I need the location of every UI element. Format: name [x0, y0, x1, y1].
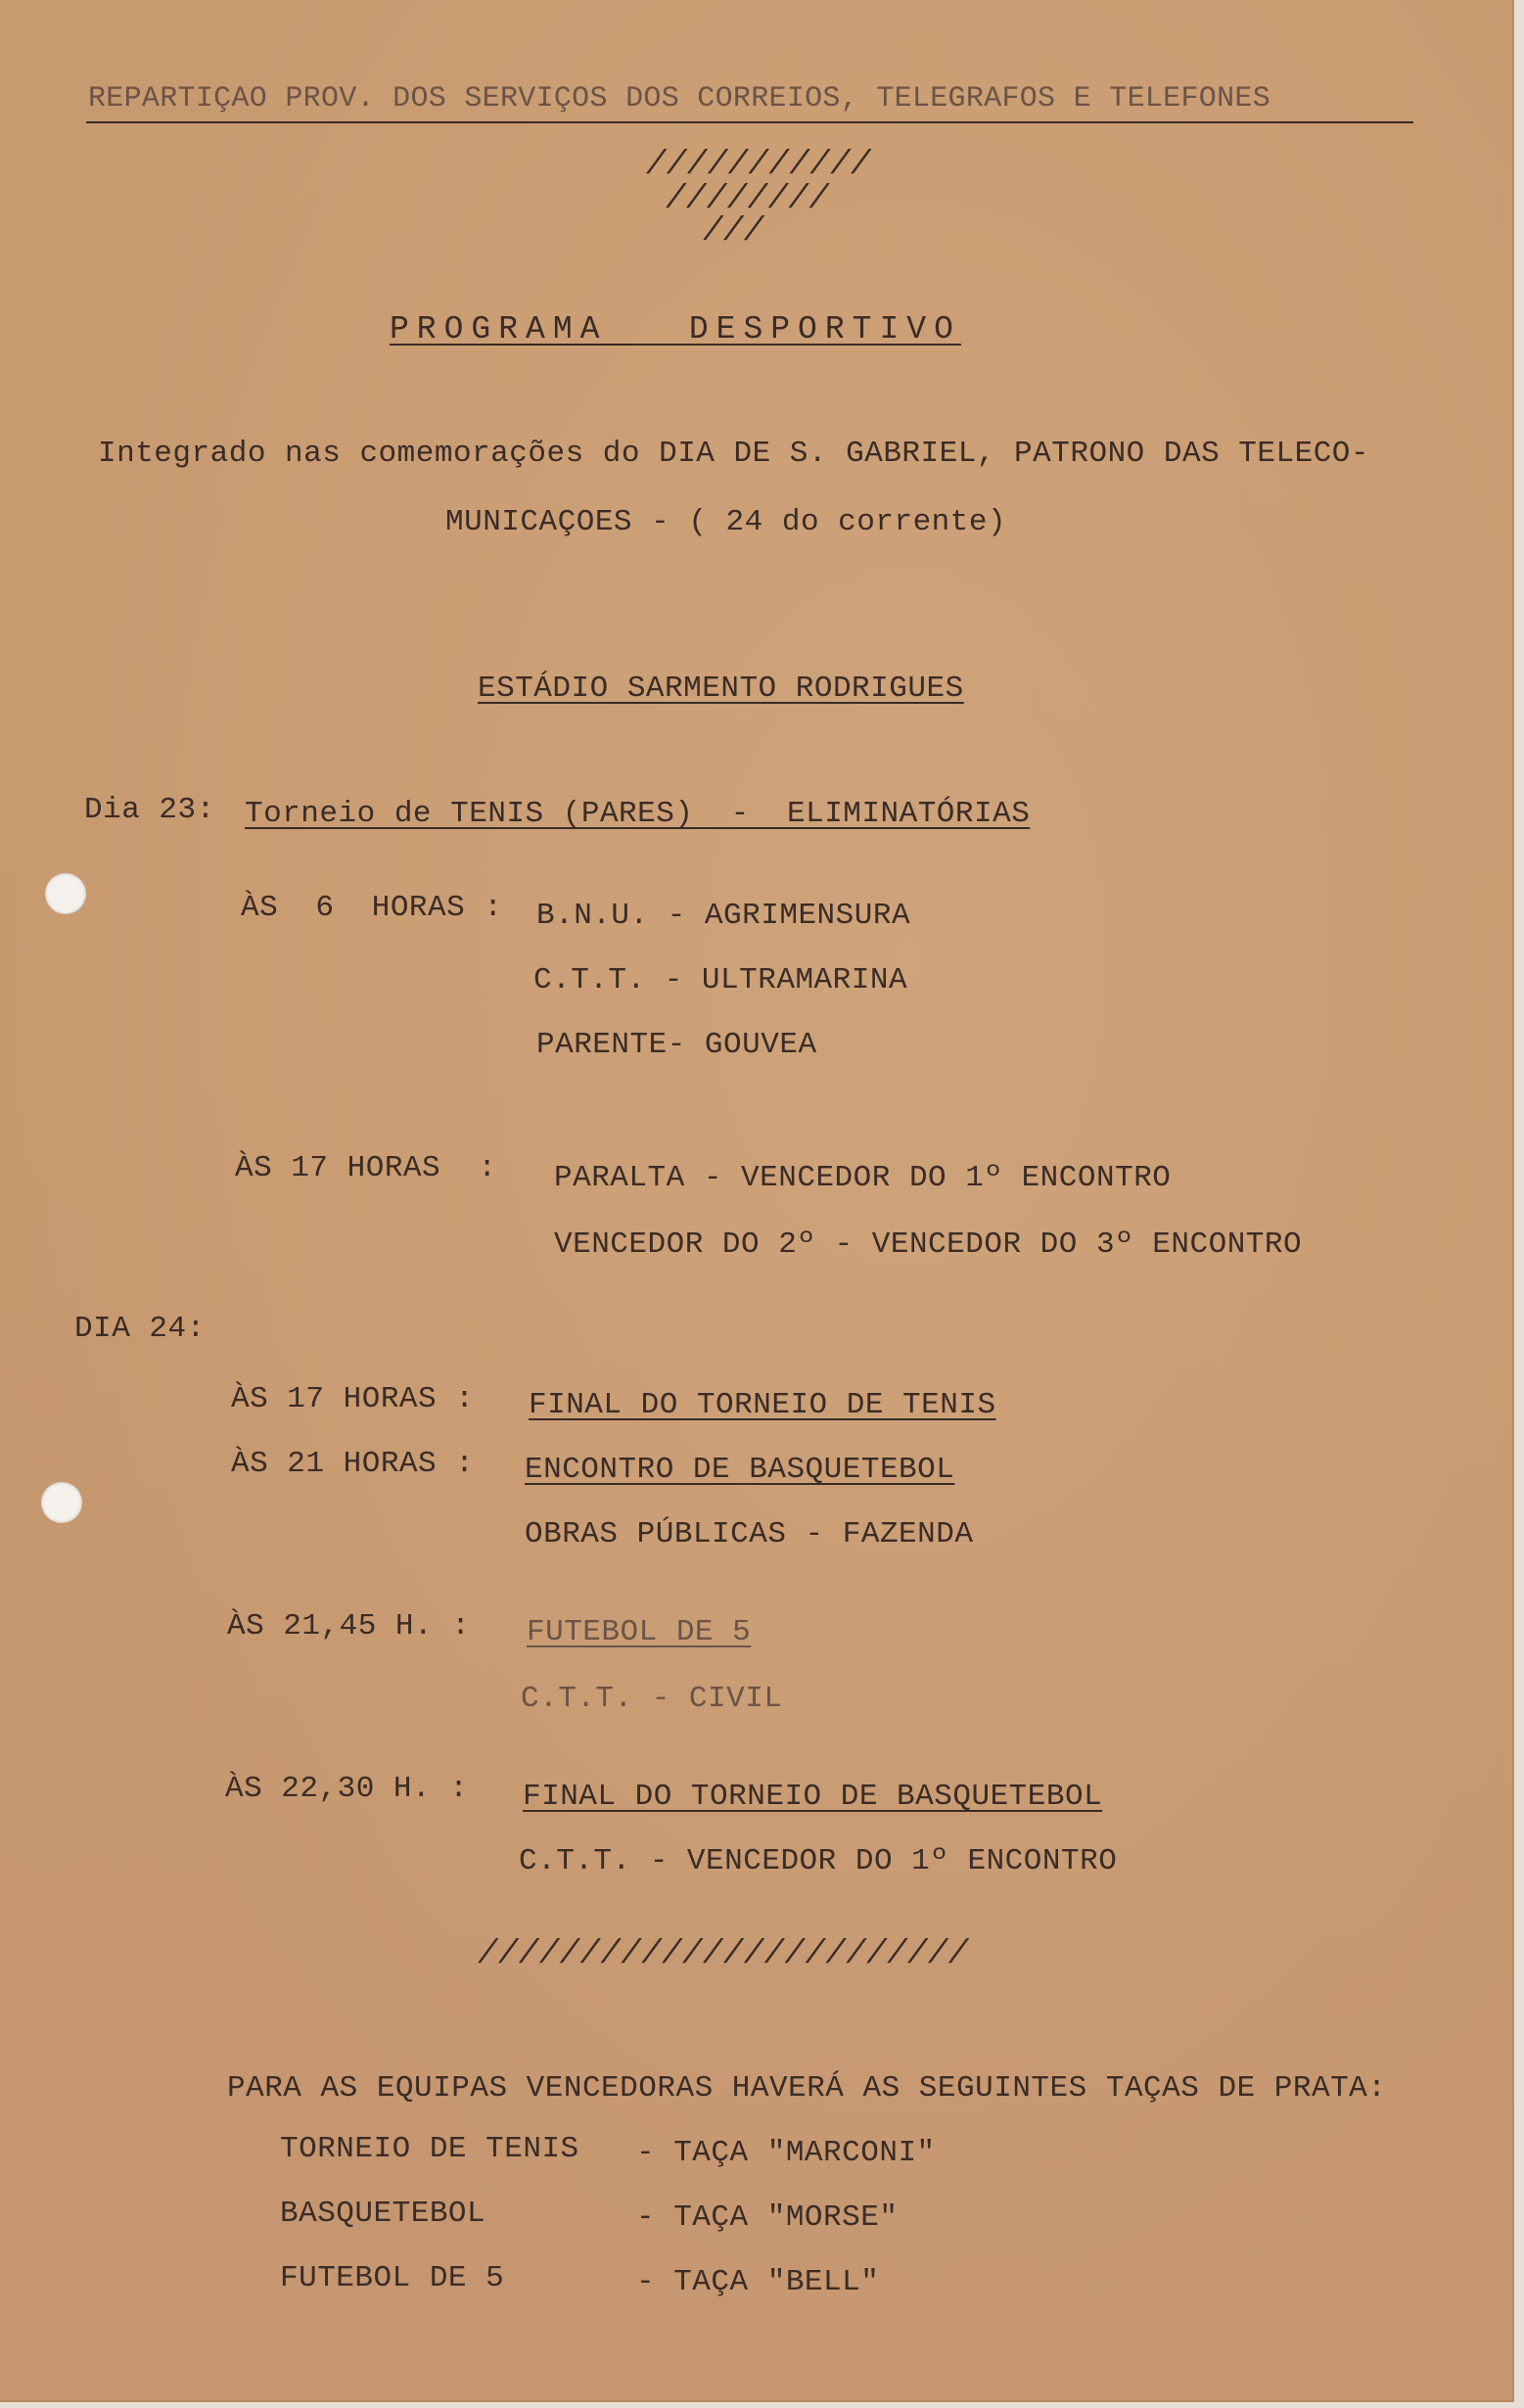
day24-time-1: ÀS 17 HORAS :	[231, 1382, 475, 1416]
slash-row-2: ////////	[666, 181, 830, 218]
day24-time-4: ÀS 22,30 H. :	[225, 1772, 469, 1806]
page-title: PROGRAMA DESPORTIVO	[390, 311, 961, 347]
trophy-cup-1: - TAÇA "MARCONI"	[636, 2136, 936, 2170]
slash-row-3: ///	[703, 213, 764, 251]
trophy-sport-2: BASQUETEBOL	[280, 2197, 486, 2231]
trophy-sport-1: TORNEIO DE TENIS	[280, 2132, 579, 2166]
header-line: REPARTIÇAO PROV. DOS SERVIÇOS DOS CORREIOS, TELEGRAFOS E TELEFONES	[88, 82, 1270, 116]
day24-time-2: ÀS 21 HORAS :	[231, 1447, 475, 1481]
day24-event-3: FUTEBOL DE 5	[527, 1615, 752, 1649]
day23-match-3: PARENTE- GOUVEA	[536, 1028, 817, 1062]
day24-event-2: ENCONTRO DE BASQUETEBOL	[525, 1453, 955, 1487]
day24-detail-2: OBRAS PÚBLICAS - FAZENDA	[525, 1517, 974, 1551]
day23-time-2: ÀS 17 HORAS :	[235, 1151, 497, 1185]
day23-match-1: B.N.U. - AGRIMENSURA	[536, 899, 911, 933]
day24-event-1: FINAL DO TORNEIO DE TENIS	[529, 1388, 996, 1422]
slash-row-1: ///////////	[646, 147, 871, 184]
trophy-cup-3: - TAÇA "BELL"	[636, 2265, 880, 2299]
day24-time-3: ÀS 21,45 H. :	[227, 1609, 471, 1644]
intro-line-1: Integrado nas comemorações do DIA DE S. GABRIEL, PATRONO DAS TELECO-	[98, 437, 1370, 471]
trophy-sport-3: FUTEBOL DE 5	[280, 2261, 505, 2295]
punch-hole-bottom	[41, 1482, 82, 1523]
punch-hole-top	[45, 873, 86, 914]
day24-detail-3: C.T.T. - CIVIL	[521, 1682, 783, 1716]
day24-label: DIA 24:	[74, 1312, 206, 1346]
day23-event: Torneio de TENIS (PARES) - ELIMINATÓRIAS	[245, 797, 1031, 831]
day23-label: Dia 23:	[84, 793, 215, 827]
day23-match-4: PARALTA - VENCEDOR DO 1º ENCONTRO	[554, 1161, 1172, 1195]
intro-line-2: MUNICAÇOES - ( 24 do corrente)	[445, 505, 1007, 539]
venue-heading: ESTÁDIO SARMENTO RODRIGUES	[478, 671, 964, 706]
trophy-cup-2: - TAÇA "MORSE"	[636, 2200, 899, 2235]
separator-slashes: ////////////////////////	[478, 1936, 969, 1973]
day23-match-2: C.T.T. - ULTRAMARINA	[533, 963, 908, 997]
trophies-intro: PARA AS EQUIPAS VENCEDORAS HAVERÁ AS SEGUINTES TAÇAS DE PRATA:	[227, 2071, 1387, 2106]
day23-time-1: ÀS 6 HORAS :	[241, 891, 503, 925]
header-underline	[86, 121, 1413, 123]
day24-detail-4: C.T.T. - VENCEDOR DO 1º ENCONTRO	[519, 1844, 1118, 1878]
day24-event-4: FINAL DO TORNEIO DE BASQUETEBOL	[523, 1780, 1103, 1814]
day23-match-5: VENCEDOR DO 2º - VENCEDOR DO 3º ENCONTRO	[554, 1227, 1303, 1262]
